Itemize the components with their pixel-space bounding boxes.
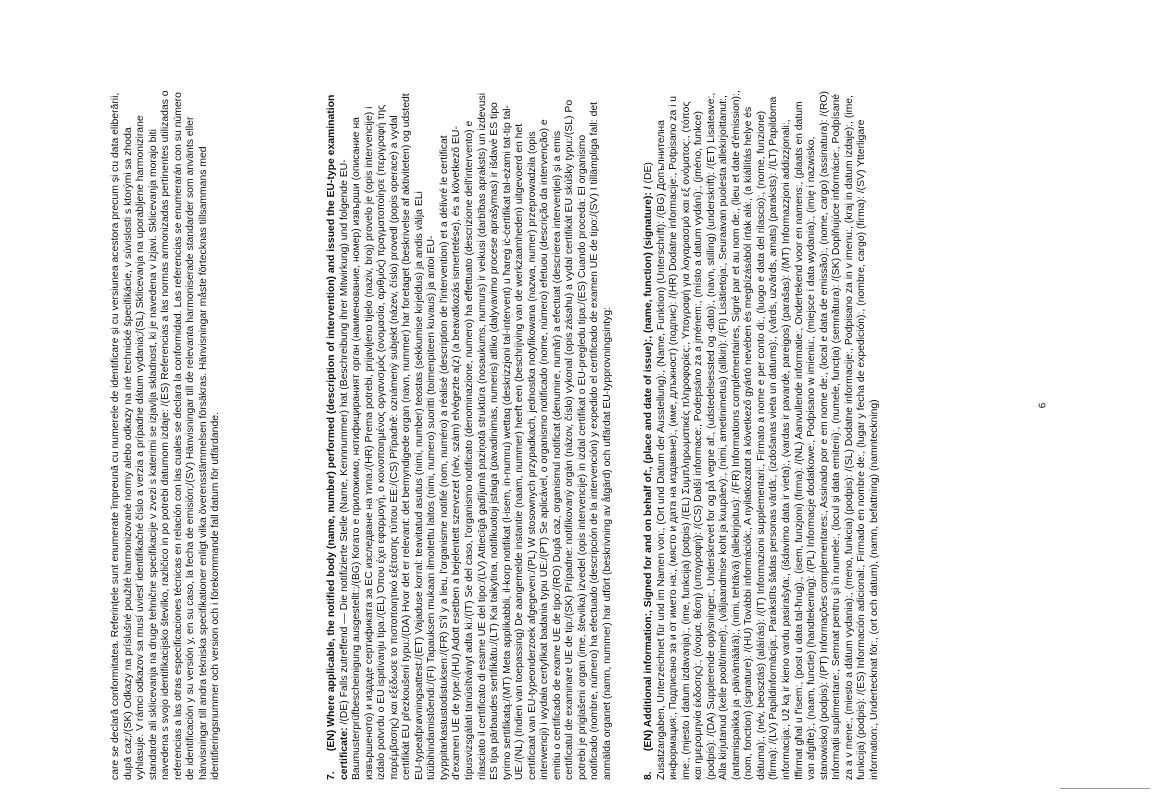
section-7-number: 7. — [326, 771, 337, 780]
page-number: 6 — [1037, 402, 1049, 409]
section-7 — [326, 90, 631, 780]
bottom-divider — [1060, 788, 1150, 789]
section-8-body: (DE) Zusatzangaben, Unterzeichnet für und im Namen von:, (Ort und Datum der Ausstellung):, (Name, Funktion) (Unterschrift): /(BG) Допълнителна информация:, Подписано за и от името на:, (място и дата на издаване):, (име, длъжност) (подпис): /(HR) Dodatne informacije:, Potpisano za i u ime:, (mjesto i datum izdavanja):, (ime, funkcija) (potpis) /(EL) Συμπληρωματικές πληροφορίες:, Υπογραφή για λογαριασμό και εξ ονόματος:, (τόπος και ημερομηνία έκδοσης):, (όνομα, θέση) (υπογραφή): /(CS) Další informace:, Podepsáno za a jménem:, (místo a datum vydání):, (jméno, funkce) (podpis): /(DA) Supplerende oplysninger:, Underskrevet for og på vegne af:, (udstedelsessted og -dato):, (navn, stilling) (underskrift): /(ET) Lisateave:, Alla kirjutanud (kelle poolt/nimel):, (väljaandmise koht ja kuupäev):, (nimi, ametinimetus) (allkiri): /(FI) Lisätietoja:, Seuraavan puolesta allekirjoittanut:, (antamispaikka ja -päivämäärä):, (nimi, tehtävä) (allekirjoitus): /(FR) Informations complémentaires, Signé par et au nom de:, (lieu et date d'émission):, (nom, fonction) (signature): /(HU) További információk:, A nyilatkozatot a következő gyártó nevében és megbízásából írták alá:, (a kiállítás helye és dátuma):, (név, beosztás) (aláírás): /(IT) Informazioni supplementari:, Firmato a nome e per conto di:, (luogo e data del rilascio):, (nome, funzione) (firma): /(LV) Papildinformācija:, Parakstīts šādas personas vārdā:, (izdošanas vieta un datums):, (vārds, uzvārds, amats) (paraksts): /(LT) Papildoma informacija:, Už ką ir kieno vardu pasirašyta:, (išdavimo data ir vieta):, (vardas ir pavardė, pareigos) (parašas): /(MT) Informazzjoni addizzjonali:, Iffirmat għal u f'isem:, (post u data tal-ħruġ):, (isem, funzjoni) (firma): /(NL) Aanvullende informatie:, Ondertekend voor en namens:, (plaats en datum van afgifte):, (naam, functie) (handtekening): /(PL) Informacje dodatkowe:, Podpisano w imieniu:, (miejsce i data wydania):, (imię i nazwisko, stanowisko) (podpis): /(PT) Informações complementares:, Assinado por e em nome de:, (local e data de emissão):, (nome, cargo) (assinatura): /(RO) Informații suplimentare:, Semnat pentru și în numele:, (locul și data emiterii):, (numele, funcția) (semnătura): /(SK) Doplňujúce informácie:, Podpísané za a v mene:, (miesto a dátum vydania):, (meno, funkcia) (podpis): /(SL) Dodatne informacije:, Podpisano za in v imenu:, (kraj in datum izdaje):, (ime, funkcija) (podpis): /(ES) Información adicional:, Firmado en nombre de:, (lugar y fecha de expedición):, (nombre, cargo) (firma): /(SV) Ytterligare information:, Undertecknat för:, (ort och datum), (namn, befattning) (namnteckning) — [643, 90, 880, 780]
section-7-heading: (EN) Where applicable, the notified body (name, number) performed (description of intervention) and issued the EU-type examination certificate: — [326, 94, 350, 780]
rotated-document-body — [110, 90, 1045, 780]
section-7-body: /(DE) Falls zutreffend — Die notifizierte Stelle (Name, Kennnummer) hat (Beschreibung ihrer Mitwirkung) und folgende EU-Baumusterprüfbescheinigung ausgestellt:;/(BG) Когато е приложимо, нотифицираният орган (наименование, номер) извърши (описание на извършеното) и издаде сертификата за ЕС изследване на типа:/(HR) Prema potrebi, prijavljeno tijelo (naziv, broj) provelo je (opis intervencije) i izdalo potvrdu o EU ispitivanju tipa:/(EL) Όπου έχει εφαρμογή, ο κοινοποιημένος οργανισμός (ονομασία, αριθμός) πραγματοποίησε (περιγραφή της παρέμβασης) και εξέδωσε το πιστοποιητικό εξέτασης τύπου ΕΕ:/(CS) Případně: oznámený subjekt (název, číslo) provedl (popis operace) a vydal certifikát EU přezkoušení typu:/(DA) Hvor det er relevant: det bemyndigede organ (navn, nummer) har foretaget (beskrivelse af aktiviteten) og udstedt EU-typeafprøvningsattest:/(ET) Vajaduse korral: teavitatud asutus (nimi, number) teostas (sekkumise kirjeldus) ja andis välja ELi tüübihindamistõendi:/(FI) Tapauksen mukaan ilmoitettu laitos (nimi, numero) suoritti (toimenpiteen kuvaus) ja antoi EU-tyyppitarkastustodistuksen:/(FR) S'il y a lieu, l'organisme notifié (nom, numéro) a réalisé (description de l'intervention) et a délivré le certificat d'examen UE de type:/(HU) Adott esetben a bejelentett szervezet (név, szám) elvégezte a(z) (a beavatkozás ismertetése), és a következő EU-típusvizsgálati tanúsítványt adta ki:/(IT) Se del caso, l'organismo notificato (denominazione, numero) ha effettuato (descrizione dell'intervento) e rilasciato il certificato di esame UE del tipo:/(LV) Attiecīgā gadījumā paziņotā struktūra (nosaukums, numurs) ir veikusi (darbības apraksts) un izdevusi ES tipa pārbaudes sertifikātu:/(LT) Kai taikytina, notifikuotoji įstaiga (pavadinimas, numeris) atliko (dalyvavimo procese aprašymas) ir išdavė ES tipo tyrimo sertifikatą:/(MT) Meta applikabbli, il-korp notifikat (l-isem, in-numru) wettaq (deskrizzjoni tal-intervent) u ħareġ iċ-ċertifikat tal-eżami tat-tip tal-UE:/(NL) (Indien van toepassing) De aangemelde instantie (naam, nummer) heeft een (beschrijving van de werkzaamheden) uitgevoerd en het certificaat van EU-typeonderzoek afgegeven:/(PL) W stosownych przypadkach, jednostka notyfikowana (nazwa, numer) przeprowadziła (opis interwencji) i wydała certyfikat badania typu UE:/(PT) Se aplicável, o organismo notificado (nome, número) efetuou (descrição da intervenção) e emitiu o certificado de exame UE de tipo:/(RO) După caz, organismul notificat (denumire, număr) a efectuat (descrierea intervenției) și a emis certificatul de examinare UE de tip:/(SK) Prípadne: notifikovaný orgán (názov, číslo) vykonal (opis zásahu) a vydal certifikát EU skúšky typu:/(SL) Po potrebi je priglašeni organ (ime, številka) izvedel (opis intervencije) in izdal certifikat o EU-pregledu tipa:/(ES) Cuando proceda: El organismo notificado (nombre, número) ha efectuado (descripción de la intervención) y expedido el certificado de examen UE de tipo:/(SV) I tillämpliga fall: det anmälda organet (namn, nummer) har utfört (beskrivning av åtgärd) och utfärdat EU-typprovningsintyg: — [338, 92, 614, 780]
intro-paragraph: care se declară conformitatea. Referințele sunt enumerate împreună cu numerele de identificare și cu versiunea acestora precum și cu data eliberării, după caz;/(SK) Odkazy na príslušné použité harmonizované normy alebo odkazy na iné technické špecifikácie, v súvislosti s ktorými sa zhoda vyhlasuje. V rámci odkazov sa musí uviesť identifikačné číslo a verzia a prípadne dátum vydania;/(SL) Sklicevanja na uporabljene harmonizirane standarde ali sklicevanja na druge tehnične specifikacije v zvezi s katerimi se izjavlja skladnost, ki je navedena v izjavi. Sklicevanja morajo biti navedena s svojo identifikacijsko številko, različico in po potrebi datumom izdaje: /(ES) Referencias a las normas armonizadas pertinentes utilizadas o referencias a las otras especificaciones técnicas en relación con las cuales se declara la conformidad. Las referencias se enumerarán con su número de identificación y su versión y, en su caso, la fecha de emisión;/(SV) Hänvisningar till de relevanta harmoniserade standarder som använts eller hänvisningar till andra tekniska specifikationer enligt vilka överensstämmelsen försäkras. Hänvisningar måste förtecknas tillsammans med identifieringsnummer och version och i förekommande fall datum för utfärdande. — [110, 90, 222, 780]
section-8-heading: (EN) Additional information:, Signed for and on behalf of:, (place and date of issue):, (name, function) (signature): / — [643, 186, 654, 752]
section-8 — [643, 90, 1013, 780]
section-8-number: 8. — [643, 771, 654, 780]
